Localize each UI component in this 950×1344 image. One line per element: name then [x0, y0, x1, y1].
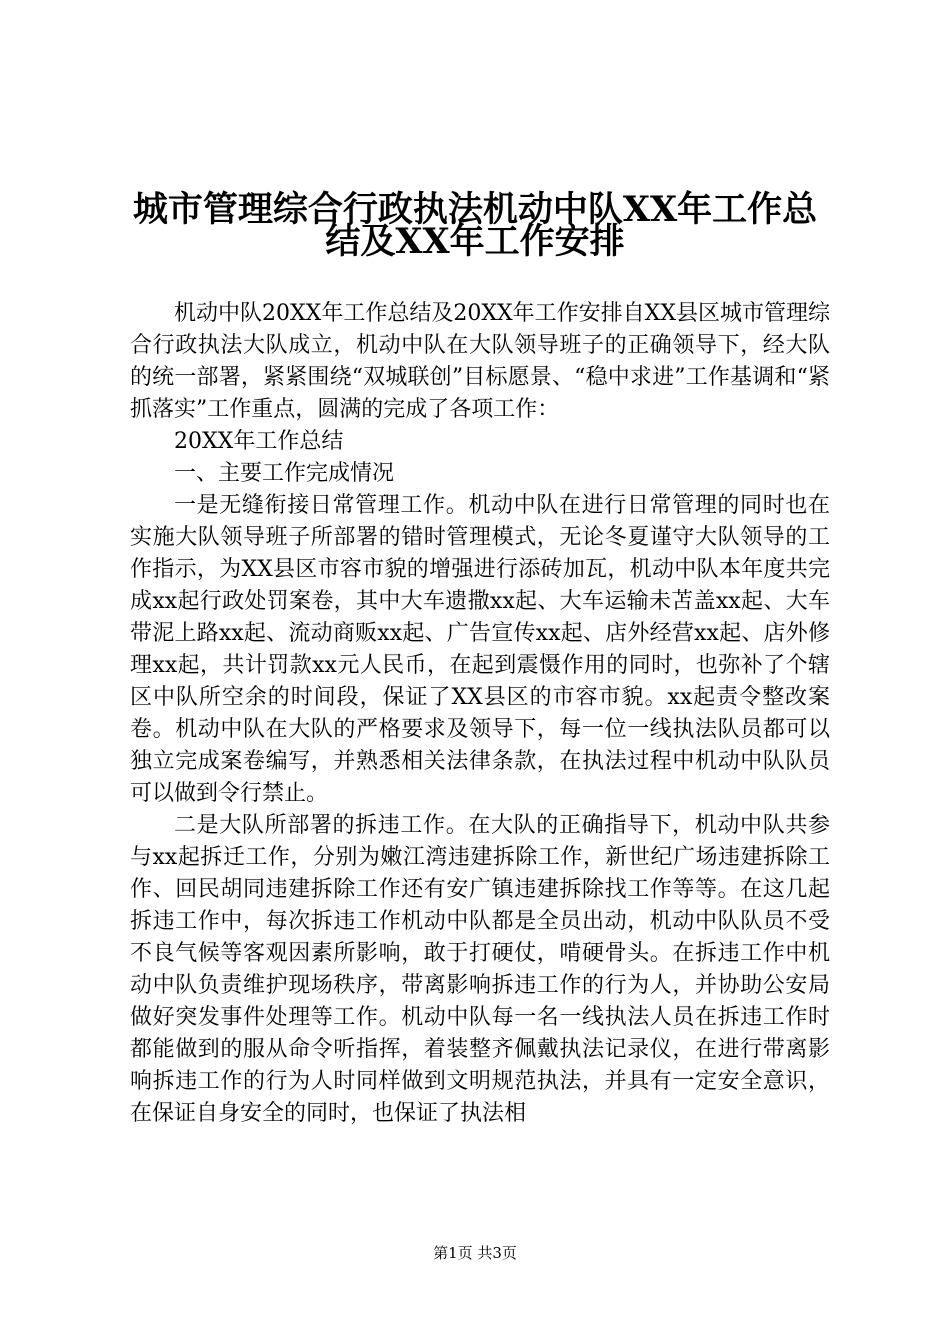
intro-paragraph: 机动中队20XX年工作总结及20XX年工作安排自XX县区城市管理综合行政执法大队成立，机动中队在大队领导班子的正确领导下，经大队的统一部署，紧紧围绕“双城联创”目标愿景、“稳中求进”工作基调和“紧抓落实”工作重点，圆满的完成了各项工作： [130, 301, 830, 422]
document-title-line-1: 城市管理综合行政执法机动中队XX年工作总 [132, 189, 818, 230]
document-title-line-2: 结及XX年工作安排 [325, 221, 625, 262]
paragraph-daily-management: 一是无缝衔接日常管理工作。机动中队在进行日常管理的同时也在实施大队领导班子所部署的错时管理模式，无论冬夏谨守大队领导的工作指示，为XX县区市容市貌的增强进行添砖加瓦，机动中队本年度共完成xx起行政处罚案卷，其中大车遗撒xx起、大车运输未苫盖xx起、大车带泥上路xx起、流动商贩xx起、广告宣传xx起、店外经营xx起、店外修理xx起，共计罚款xx元人民币，在起到震慑作用的同时，也弥补了个辖区中队所空余的时间段，保证了XX县区的市容市貌。xx起责令整改案卷。机动中队在大队的严格要求及领导下，每一位一线执法队员都可以独立完成案卷编写，并熟悉相关法律条款，在执法过程中机动中队队员可以做到令行禁止。 [130, 493, 830, 806]
document-body [130, 298, 830, 1130]
section-heading-summary: 20XX年工作总结 [174, 429, 344, 454]
page-footer: 第1页 共3页 [433, 1244, 517, 1262]
section-heading-main-work: 一、主要工作完成情况 [174, 461, 395, 486]
paragraph-demolition-work: 二是大队所部署的拆违工作。在大队的正确指导下，机动中队共参与xx起拆迁工作，分别为嫩江湾违建拆除工作，新世纪广场违建拆除工作、回民胡同违建拆除工作还有安广镇违建拆除找工作等等。在这几起拆违工作中，每次拆违工作机动中队都是全员出动，机动中队队员不受不良气候等客观因素所影响，敢于打硬仗，啃硬骨头。在拆违工作中机动中队负责维护现场秩序，带离影响拆违工作的行为人，并协助公安局做好突发事件处理等工作。机动中队每一名一线执法人员在拆违工作时都能做到的服从命令听指挥，着装整齐佩戴执法记录仪，在进行带离影响拆违工作的行为人时同样做到文明规范执法，并具有一定安全意识，在保证自身安全的同时，也保证了执法相 [130, 813, 830, 1126]
